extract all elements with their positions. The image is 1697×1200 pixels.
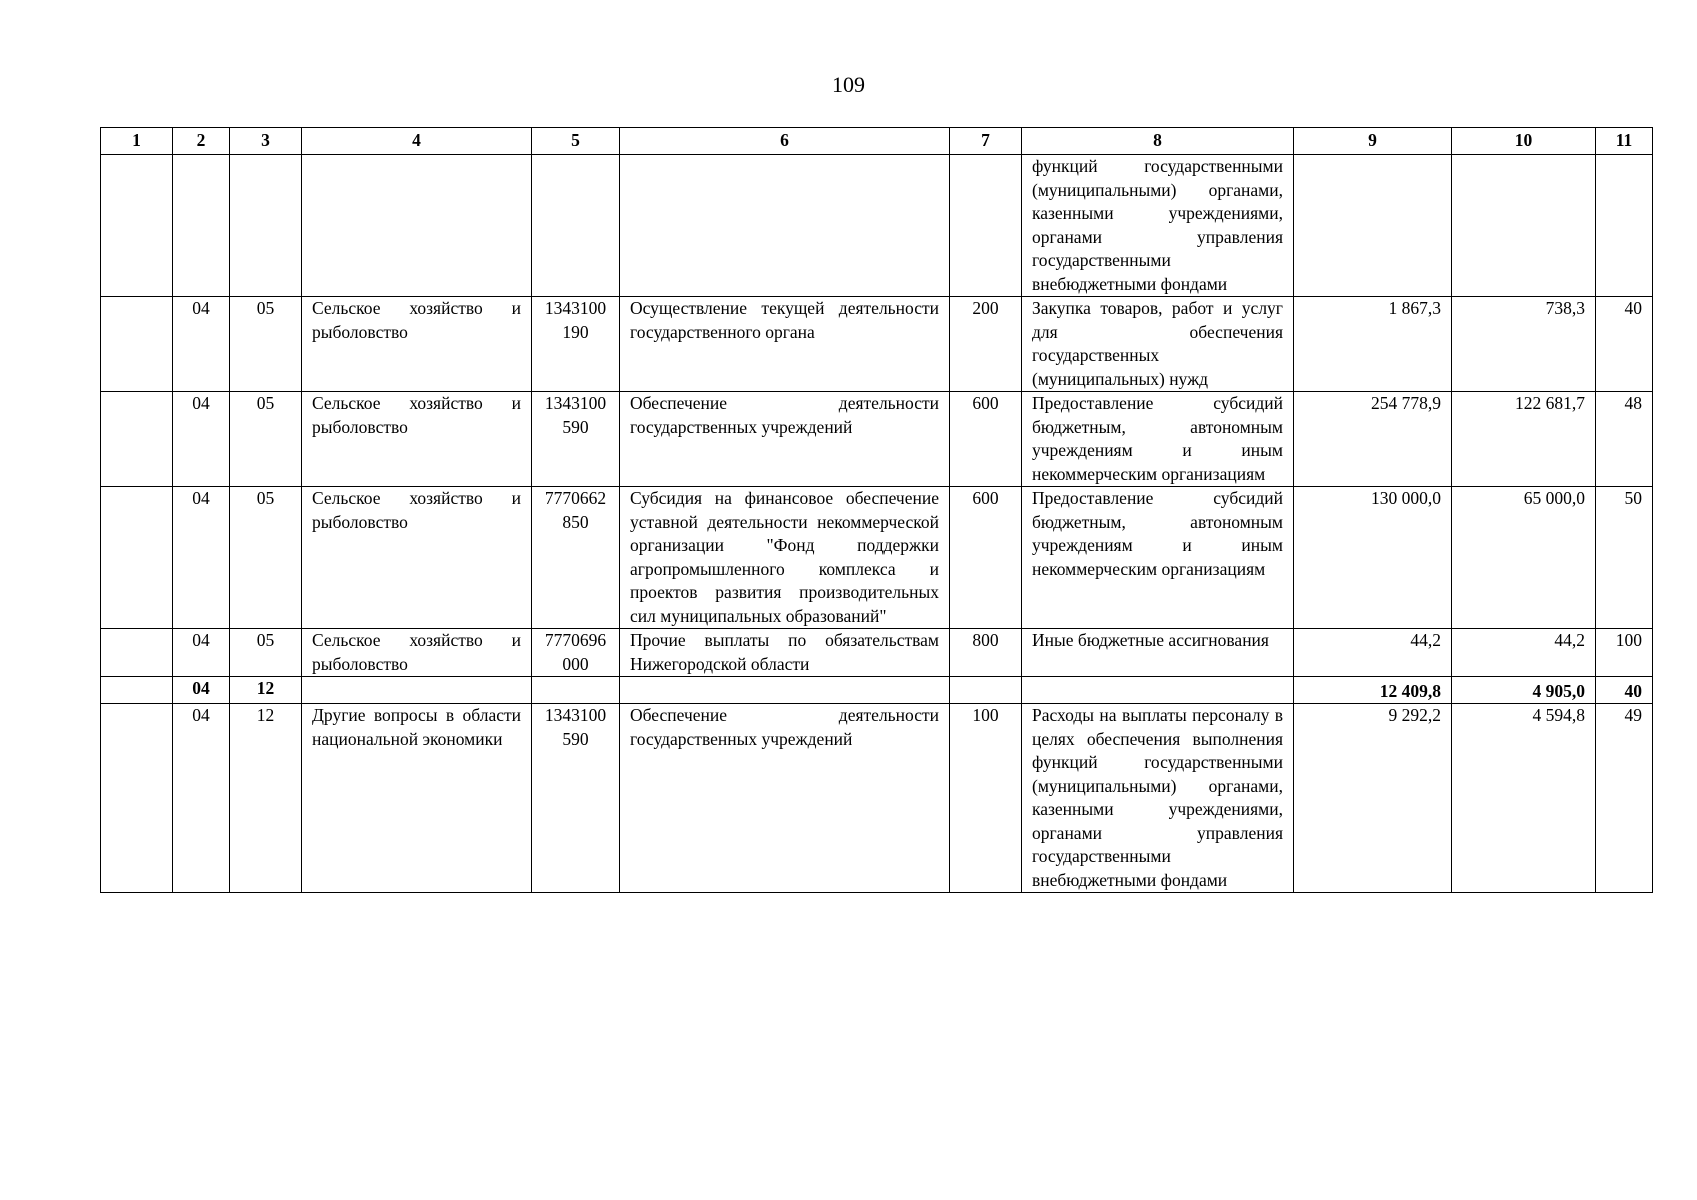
cell-planned-amount: 12 409,8 (1294, 677, 1452, 704)
cell-section-name (302, 677, 532, 704)
cell-subsection: 12 (230, 704, 302, 893)
cell-execution-percent: 40 (1596, 677, 1653, 704)
cell-expense-type-name: Расходы на выплаты персоналу в целях обеспечения выполнения функций государственными (муниципальными) органами, казенными учреждениями, органами управления государственными внебюджетными фондами (1022, 704, 1294, 893)
cell-target-name: Обеспечение деятельности государственных учреждений (620, 704, 950, 893)
cell-target-name (620, 155, 950, 297)
cell-subsection: 05 (230, 297, 302, 392)
cell-target-code (532, 155, 620, 297)
cell-subsection (230, 155, 302, 297)
cell-section-name: Сельское хозяйство и рыболовство (302, 629, 532, 677)
cell-target-name: Обеспечение деятельности государственных учреждений (620, 392, 950, 487)
cell-subsection: 05 (230, 392, 302, 487)
cell-section: 04 (173, 487, 230, 629)
cell-section: 04 (173, 704, 230, 893)
cell-expense-type: 100 (950, 704, 1022, 893)
cell-target-code: 1343100190 (532, 297, 620, 392)
cell-execution-percent: 48 (1596, 392, 1653, 487)
cell-executed-amount (1452, 155, 1596, 297)
cell-section-name (302, 155, 532, 297)
cell-executed-amount: 738,3 (1452, 297, 1596, 392)
table-row (101, 155, 1653, 297)
cell-execution-percent: 40 (1596, 297, 1653, 392)
cell-target-code: 7770696000 (532, 629, 620, 677)
table-row (101, 704, 1653, 893)
cell-col-1 (101, 297, 173, 392)
cell-execution-percent: 49 (1596, 704, 1653, 893)
table-row (101, 392, 1653, 487)
subtotal-row (101, 677, 1653, 704)
column-header: 2 (173, 128, 230, 155)
column-header: 8 (1022, 128, 1294, 155)
column-header: 1 (101, 128, 173, 155)
cell-expense-type-name: функций государственными (муниципальными) органами, казенными учреждениями, органами управления государственными внебюджетными фондами (1022, 155, 1294, 297)
cell-target-code: 1343100590 (532, 704, 620, 893)
cell-executed-amount: 122 681,7 (1452, 392, 1596, 487)
cell-col-1 (101, 704, 173, 893)
cell-expense-type: 800 (950, 629, 1022, 677)
cell-section (173, 155, 230, 297)
cell-target-code: 7770662850 (532, 487, 620, 629)
cell-execution-percent: 100 (1596, 629, 1653, 677)
cell-expense-type-name: Предоставление субсидий бюджетным, автономным учреждениям и иным некоммерческим организациям (1022, 392, 1294, 487)
cell-executed-amount: 4 594,8 (1452, 704, 1596, 893)
cell-expense-type: 600 (950, 392, 1022, 487)
column-header: 10 (1452, 128, 1596, 155)
cell-target-code: 1343100590 (532, 392, 620, 487)
cell-expense-type-name: Закупка товаров, работ и услуг для обеспечения государственных (муниципальных) нужд (1022, 297, 1294, 392)
cell-section-name: Сельское хозяйство и рыболовство (302, 392, 532, 487)
column-header: 7 (950, 128, 1022, 155)
cell-section-name: Другие вопросы в области национальной экономики (302, 704, 532, 893)
cell-target-code (532, 677, 620, 704)
cell-expense-type-name: Предоставление субсидий бюджетным, автономным учреждениям и иным некоммерческим организациям (1022, 487, 1294, 629)
cell-execution-percent (1596, 155, 1653, 297)
cell-target-name: Прочие выплаты по обязательствам Нижегородской области (620, 629, 950, 677)
cell-planned-amount: 44,2 (1294, 629, 1452, 677)
table-row (101, 487, 1653, 629)
cell-subsection: 12 (230, 677, 302, 704)
cell-executed-amount: 65 000,0 (1452, 487, 1596, 629)
cell-target-name (620, 677, 950, 704)
cell-executed-amount: 44,2 (1452, 629, 1596, 677)
cell-planned-amount: 9 292,2 (1294, 704, 1452, 893)
cell-col-1 (101, 677, 173, 704)
cell-col-1 (101, 487, 173, 629)
cell-planned-amount (1294, 155, 1452, 297)
cell-target-name: Осуществление текущей деятельности государственного органа (620, 297, 950, 392)
column-header: 5 (532, 128, 620, 155)
cell-subsection: 05 (230, 629, 302, 677)
cell-expense-type (950, 155, 1022, 297)
cell-section: 04 (173, 392, 230, 487)
cell-subsection: 05 (230, 487, 302, 629)
cell-col-1 (101, 392, 173, 487)
cell-section-name: Сельское хозяйство и рыболовство (302, 297, 532, 392)
column-header: 9 (1294, 128, 1452, 155)
cell-planned-amount: 1 867,3 (1294, 297, 1452, 392)
cell-expense-type (950, 677, 1022, 704)
header-row (101, 128, 1653, 155)
table-row (101, 629, 1653, 677)
cell-expense-type-name (1022, 677, 1294, 704)
column-header: 11 (1596, 128, 1653, 155)
table-body (101, 155, 1653, 893)
cell-col-1 (101, 629, 173, 677)
cell-section: 04 (173, 629, 230, 677)
budget-table (100, 127, 1653, 893)
column-header: 3 (230, 128, 302, 155)
table-row (101, 297, 1653, 392)
column-header: 6 (620, 128, 950, 155)
page-number: 109 (832, 72, 865, 97)
cell-expense-type-name: Иные бюджетные ассигнования (1022, 629, 1294, 677)
cell-planned-amount: 130 000,0 (1294, 487, 1452, 629)
cell-section: 04 (173, 297, 230, 392)
cell-expense-type: 600 (950, 487, 1022, 629)
cell-target-name: Субсидия на финансовое обеспечение уставной деятельности некоммерческой организации "Фонд поддержки агропромышленного комплекса и проектов развития производительных сил муниципальных образований" (620, 487, 950, 629)
cell-planned-amount: 254 778,9 (1294, 392, 1452, 487)
cell-executed-amount: 4 905,0 (1452, 677, 1596, 704)
cell-section-name: Сельское хозяйство и рыболовство (302, 487, 532, 629)
cell-execution-percent: 50 (1596, 487, 1653, 629)
cell-col-1 (101, 155, 173, 297)
column-header: 4 (302, 128, 532, 155)
cell-expense-type: 200 (950, 297, 1022, 392)
table-header (101, 128, 1653, 155)
cell-section: 04 (173, 677, 230, 704)
